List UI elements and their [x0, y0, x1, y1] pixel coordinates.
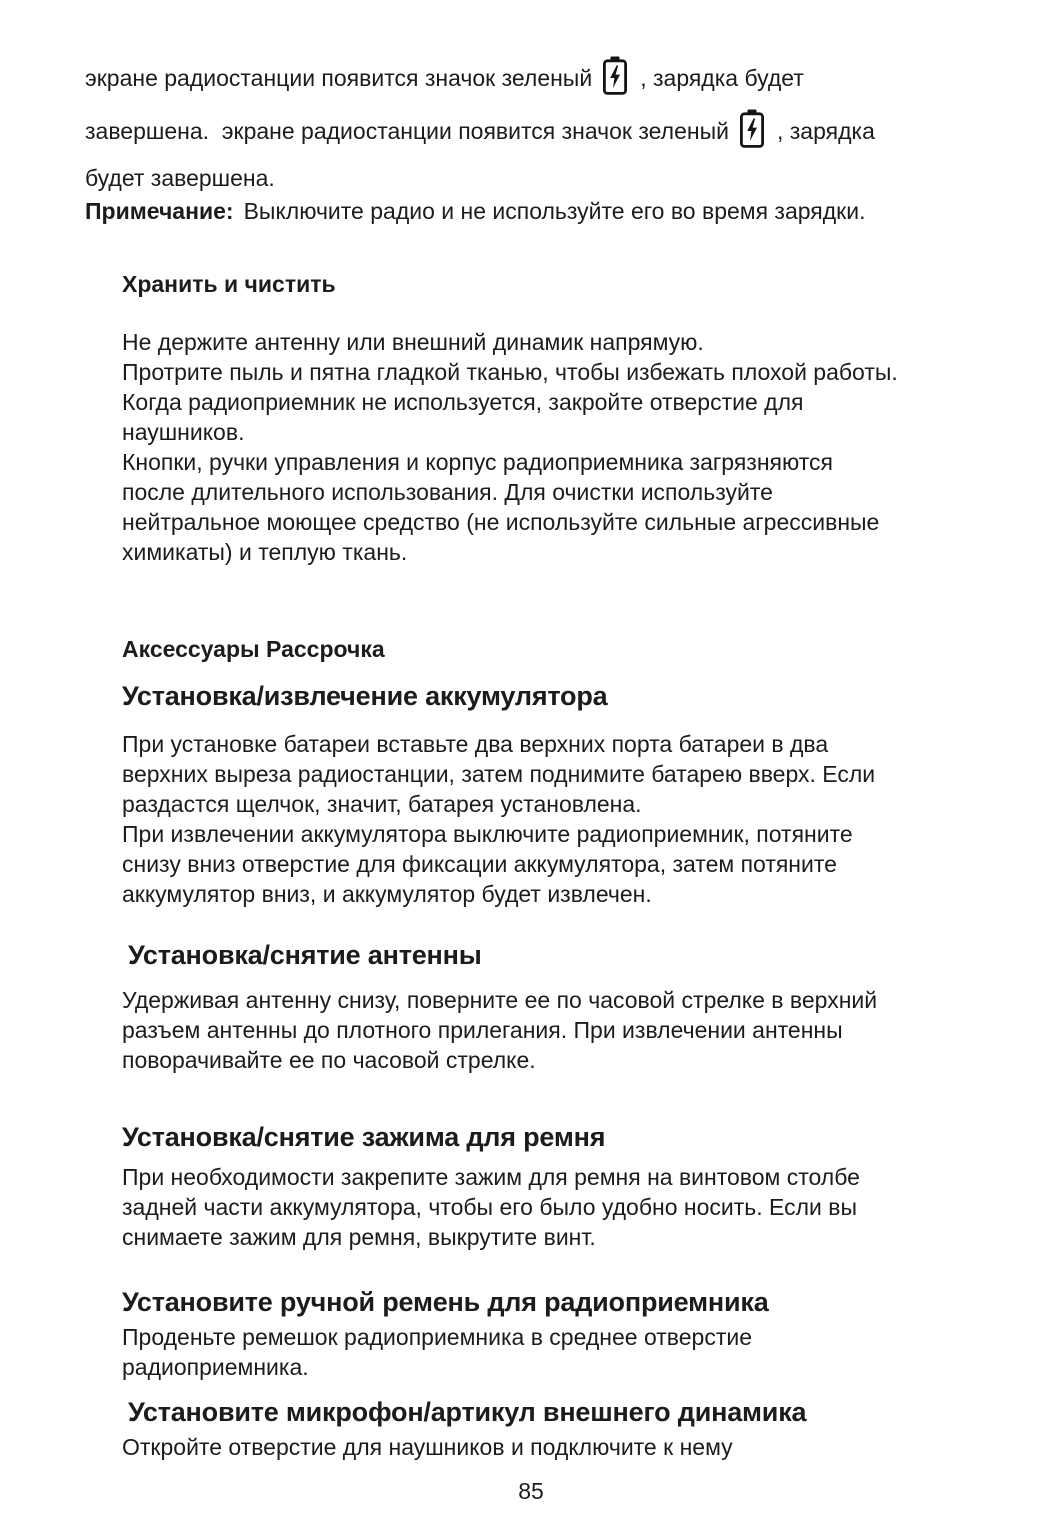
section-beltclip-install: [122, 1119, 1062, 1252]
intro-line-1-after: , зарядка будет: [640, 65, 804, 91]
paragraph-line: раздастся щелчок, значит, батарея установлена.: [122, 791, 642, 817]
section-handstrap-install: [122, 1284, 1062, 1382]
page-number: 85: [518, 1478, 544, 1504]
section-body-handstrap-install: [122, 1322, 1062, 1382]
intro-line-2-before: завершена. экране радиостанции появится значок зеленый: [85, 118, 729, 144]
paragraph-line: Проденьте ремешок радиоприемника в среднее отверстие: [122, 1324, 753, 1350]
paragraph-line: Когда радиоприемник не используется, закройте отверстие для: [122, 389, 804, 415]
paragraph-line: Протрите пыль и пятна гладкой тканью, чтобы избежать плохой работы.: [122, 359, 898, 385]
section-store-clean: [122, 269, 1062, 567]
section-title-handstrap-install: Установите ручной ремень для радиоприемника: [122, 1287, 769, 1317]
battery-charging-icon: [739, 109, 765, 162]
paragraph-line: задней части аккумулятора, чтобы его было удобно носить. Если вы: [122, 1194, 858, 1220]
paragraph-line: Откройте отверстие для наушников и подключите к нему: [122, 1434, 733, 1460]
section-body-antenna-install: [122, 985, 1062, 1075]
section-title-antenna-install: Установка/снятие антенны: [128, 940, 482, 970]
note-label: Примечание:: [85, 198, 234, 224]
paragraph-line: разъем антенны до плотного прилегания. При извлечении антенны: [122, 1017, 843, 1043]
note-line: [85, 195, 1062, 228]
section-title-mic-speaker-install: Установите микрофон/артикул внешнего динамика: [128, 1397, 807, 1427]
section-body-beltclip-install: [122, 1162, 1062, 1252]
section-mic-speaker-install: [122, 1394, 1062, 1462]
section-accessories: [122, 634, 1062, 665]
section-body-store-clean: [122, 327, 1062, 567]
section-battery-install: [122, 678, 1062, 909]
paragraph-line: Удерживая антенну снизу, поверните ее по часовой стрелке в верхний: [122, 987, 878, 1013]
battery-charging-icon: [602, 56, 628, 109]
paragraph-line: верхних выреза радиостанции, затем поднимите батарею вверх. Если: [122, 761, 876, 787]
paragraph-line: нейтральное моющее средство (не используйте сильные агрессивные: [122, 509, 880, 535]
paragraph-line: При необходимости закрепите зажим для ремня на винтовом столбе: [122, 1164, 860, 1190]
section-antenna-install: [122, 937, 1062, 1075]
intro-line-1: [85, 56, 1062, 109]
paragraph-line: Не держите антенну или внешний динамик напрямую.: [122, 329, 704, 355]
intro-line-3: будет завершена.: [85, 165, 275, 191]
section-title-battery-install: Установка/извлечение аккумулятора: [122, 681, 608, 711]
paragraph-line: При извлечении аккумулятора выключите радиоприемник, потяните: [122, 821, 853, 847]
paragraph-line: наушников.: [122, 419, 245, 445]
paragraph-line: химикаты) и теплую ткань.: [122, 539, 408, 565]
note-text: Выключите радио и не используйте его во время зарядки.: [243, 198, 866, 224]
paragraph-line: радиоприемника.: [122, 1354, 309, 1380]
section-title-accessories: Аксессуары Рассрочка: [122, 636, 385, 662]
paragraph-line: снизу вниз отверстие для фиксации аккумулятора, затем потяните: [122, 851, 837, 877]
section-title-store-clean: Хранить и чистить: [122, 271, 336, 297]
section-body-battery-install: [122, 729, 1062, 909]
paragraph-line: аккумулятор вниз, и аккумулятор будет извлечен.: [122, 881, 652, 907]
paragraph-line: поворачивайте ее по часовой стрелке.: [122, 1047, 536, 1073]
paragraph-line: При установке батареи вставьте два верхних порта батареи в два: [122, 731, 829, 757]
paragraph-line: после длительного использования. Для очистки используйте: [122, 479, 773, 505]
section-body-mic-speaker-install: [122, 1432, 1062, 1462]
paragraph-line: Кнопки, ручки управления и корпус радиоприемника загрязняются: [122, 449, 833, 475]
paragraph-line: снимаете зажим для ремня, выкрутите винт.: [122, 1224, 596, 1250]
intro-line-1-before: экране радиостанции появится значок зеленый: [85, 65, 593, 91]
section-title-beltclip-install: Установка/снятие зажима для ремня: [122, 1122, 606, 1152]
intro-line-2-after: , зарядка: [776, 118, 875, 144]
intro-line-2: [85, 109, 1062, 162]
